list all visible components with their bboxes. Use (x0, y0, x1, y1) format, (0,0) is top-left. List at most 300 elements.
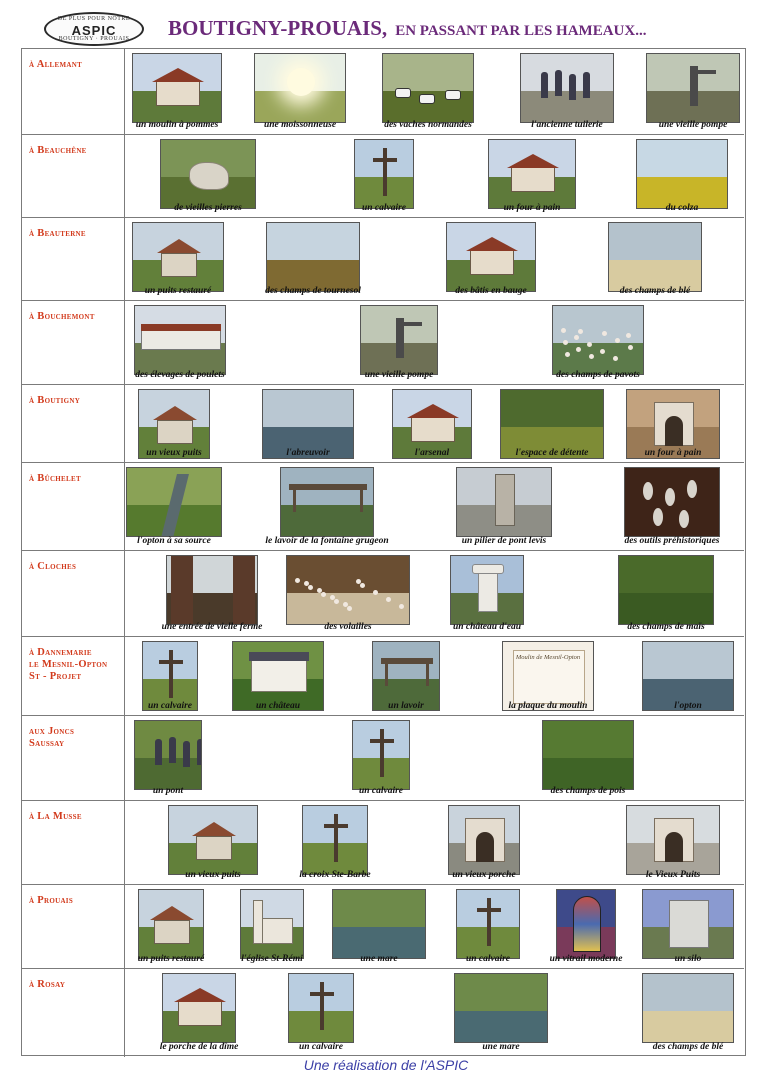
photo-caption: un lavoir (388, 701, 424, 711)
photo-caption: l'église St-Rémi (241, 954, 303, 964)
cow-2 (445, 90, 461, 100)
well-wall (157, 420, 193, 444)
hamlet-grid (21, 48, 746, 1056)
hamlet-label-line: à Boutigny (29, 395, 81, 406)
hamlet-item (138, 889, 204, 967)
hamlet-row (22, 885, 744, 969)
tool-0 (643, 482, 653, 500)
photo-caption: la croix Ste-Barbe (299, 870, 371, 880)
house-wall (470, 249, 514, 275)
dot-4 (347, 606, 352, 611)
tool-1 (665, 488, 675, 506)
hamlet-item (354, 139, 414, 216)
pump-handle (404, 322, 422, 326)
photo-church (240, 889, 304, 959)
photo-caption: un puits restauré (137, 954, 205, 964)
cow-1 (419, 94, 435, 104)
hamlet-item (132, 222, 224, 299)
photo-barn (134, 305, 226, 375)
logo-bottom-text: BOUTIGNY · PROUAIS (58, 36, 130, 42)
hamlet-item (352, 720, 410, 799)
arch-opening (665, 832, 683, 862)
dot-6 (373, 590, 378, 595)
arch-opening (476, 832, 494, 862)
hamlet-label-line: aux Joncs (29, 726, 75, 737)
photo-caption: du colza (665, 203, 699, 213)
photo-caption: des champs de pavots (556, 370, 640, 380)
hamlet-item (446, 222, 536, 299)
photo-well (138, 889, 204, 959)
pump-handle (698, 70, 716, 74)
photo-ground (543, 758, 633, 789)
chateau-roof (249, 652, 309, 661)
hamlet-row (22, 716, 744, 801)
photo-caption: l'espace de détente (515, 448, 589, 458)
hamlet-item (488, 139, 576, 216)
hamlet-item (636, 139, 728, 216)
photo-building (162, 973, 236, 1043)
photo-caption: un four à pain (644, 448, 702, 458)
photo-stained (556, 889, 616, 959)
photo-caption: un vieux porche (452, 870, 516, 880)
hamlet-item (542, 720, 634, 799)
hamlet-item (626, 805, 720, 883)
lavoir-post-left (293, 490, 296, 512)
photo-caption: des bâtis en bauge (455, 286, 527, 296)
hamlet-label-line: à Bouchemont (29, 311, 95, 322)
hamlet-item (456, 467, 552, 549)
hamlet-item (372, 641, 440, 714)
dot-2 (587, 342, 592, 347)
hamlet-item (134, 720, 202, 799)
footer-credit: Une réalisation de l'ASPIC (303, 1057, 469, 1073)
cross-bar (324, 824, 348, 828)
cross-post (380, 729, 384, 777)
photo-rapeseed (636, 139, 728, 209)
photo-pond (332, 889, 426, 959)
photo-caption: un calvaire (147, 701, 193, 711)
person-3 (197, 739, 202, 765)
photo-caption: un four à pain (503, 203, 561, 213)
photo-caption: l'abreuvoir (286, 448, 330, 458)
photo-caption: un pont (152, 786, 184, 796)
photo-caption: des champs de tournesol (265, 286, 361, 296)
photo-caption: des champs de blé (652, 1042, 724, 1052)
hamlet-item (454, 973, 548, 1055)
photo-caption: des vaches normandes (384, 120, 472, 130)
photo-pump (646, 53, 740, 123)
photo-well (132, 222, 224, 292)
hamlet-label-line: à Cloches (29, 561, 77, 572)
hamlet-row (22, 463, 744, 551)
photo-pillar (456, 467, 552, 537)
cross-bar (159, 660, 183, 664)
cross-post (334, 814, 338, 862)
photo-caption: un moulin à pommes (135, 120, 219, 130)
hamlet-item (168, 805, 258, 883)
hamlet-label (22, 801, 125, 884)
hamlet-item (500, 389, 604, 461)
cross-bar (310, 992, 334, 996)
hamlet-item (552, 305, 644, 383)
well-roof (153, 406, 197, 420)
sun-glow (287, 68, 315, 96)
dot-3 (600, 349, 605, 354)
photo-caption: une mare (360, 954, 398, 964)
dot-6 (563, 340, 568, 345)
photo-caption: la plaque du moulin (508, 701, 588, 711)
tool-3 (653, 508, 663, 526)
photo-caption: de vieilles pierres (174, 203, 242, 213)
aspic-logo (44, 12, 144, 46)
photo-wheat (608, 222, 702, 292)
hamlet-label-line: St - Projet (29, 671, 82, 682)
photo-building (132, 53, 222, 123)
photo-ground (135, 758, 201, 789)
well-roof (192, 822, 236, 836)
hamlet-label-line: à Bûchelet (29, 473, 81, 484)
photo-caption: une vieille pompe (364, 370, 434, 380)
well-roof (157, 239, 201, 253)
hamlet-item (161, 555, 263, 635)
photo-field-sun (254, 53, 346, 123)
hamlet-item (262, 389, 354, 461)
hamlet-row (22, 49, 744, 135)
hamlet-label-line: à La Musse (29, 811, 82, 822)
photo-caption: des champs de pois (550, 786, 626, 796)
photo-caption: un pilier de pont levis (461, 536, 547, 546)
tool-4 (679, 510, 689, 528)
well-roof (150, 906, 194, 920)
cow-0 (395, 88, 411, 98)
hamlet-row (22, 301, 744, 385)
photo-people (520, 53, 614, 123)
hamlet-item (448, 805, 520, 883)
title-sub: EN PASSANT PAR LES HAMEAUX... (395, 23, 647, 39)
dot-5 (360, 583, 365, 588)
rock-shape (189, 162, 229, 190)
hamlet-item (456, 889, 520, 967)
house-roof (507, 154, 559, 168)
window-glass (573, 896, 601, 952)
photo-caption: le lavoir de la fontaine grugeon (265, 536, 389, 546)
logo-main-text: ASPIC (71, 23, 117, 38)
person-2 (183, 741, 190, 767)
hamlet-item (160, 139, 256, 216)
hamlet-item (254, 53, 346, 133)
dot-13 (356, 579, 361, 584)
hamlet-label-line: Saussay (29, 738, 65, 749)
hamlet-label (22, 301, 125, 384)
photo-caption: l'opton à sa source (137, 536, 211, 546)
dot-11 (628, 345, 633, 350)
hamlet-label (22, 637, 125, 715)
house-roof (174, 988, 226, 1002)
photo-poppies (552, 305, 644, 375)
church-tower (253, 900, 263, 944)
hamlet-item (520, 53, 614, 133)
dot-3 (334, 599, 339, 604)
photo-cross (288, 973, 354, 1043)
photo-poultry (286, 555, 410, 625)
photo-caption: des élevages de poulets (135, 370, 225, 380)
hamlet-label (22, 885, 125, 968)
pillar-shape (495, 474, 515, 526)
gate-right (233, 556, 255, 625)
cross-post (169, 650, 173, 698)
dot-0 (295, 578, 300, 583)
hamlet-label (22, 716, 125, 800)
house-wall (178, 1000, 222, 1026)
photo-caption: un vitrail moderne (549, 954, 623, 964)
photo-tools (624, 467, 720, 537)
hamlet-row (22, 551, 744, 637)
hamlet-label (22, 135, 125, 217)
photo-caption: des outils préhistoriques (624, 536, 720, 546)
photo-wheat (642, 973, 734, 1043)
hamlet-item (382, 53, 474, 133)
hamlet-label-line: à Beauchêne (29, 145, 87, 156)
photo-pond (454, 973, 548, 1043)
photo-caption: le Vieux Puits (645, 870, 701, 880)
tower-shaft (478, 572, 498, 612)
photo-caption: un vieux puits (146, 448, 202, 458)
cross-post (487, 898, 491, 946)
dot-7 (576, 347, 581, 352)
dot-2 (321, 592, 326, 597)
hamlet-item (360, 305, 438, 383)
logo-top-text: DE PLUS POUR NOTRE (57, 16, 131, 22)
lavoir-roof (289, 484, 367, 490)
photo-porch (448, 805, 520, 875)
hamlet-item (299, 805, 371, 883)
hamlet-label (22, 463, 125, 550)
cross-post (320, 982, 324, 1030)
photo-building (446, 222, 536, 292)
hamlet-label-line: à Rosay (29, 979, 66, 990)
photo-caption: une vieille pompe (658, 120, 728, 130)
photo-cross (302, 805, 368, 875)
hamlet-item (502, 641, 594, 714)
lavoir-post-right (360, 490, 363, 512)
photo-caption: l'arsenal (414, 448, 450, 458)
photo-caption: des volailles (324, 622, 372, 632)
hamlet-row (22, 637, 744, 716)
person-1 (169, 737, 176, 763)
photo-field (266, 222, 360, 292)
photo-caption: un puits restauré (144, 286, 212, 296)
hamlet-item (646, 53, 740, 133)
hamlet-label (22, 218, 125, 300)
photo-caption: une moissonneuse (263, 120, 337, 130)
barn-roof (141, 324, 221, 331)
photo-wall (626, 805, 720, 875)
title-main: BOUTIGNY-PROUAIS, (168, 16, 388, 40)
arch-opening (665, 416, 683, 446)
well-wall (196, 836, 232, 860)
lavoir-post-right (426, 664, 429, 686)
photo-cows (382, 53, 474, 123)
house-wall (411, 416, 455, 442)
hamlet-item (642, 641, 734, 714)
hamlet-row (22, 969, 744, 1057)
photo-building (488, 139, 576, 209)
hamlet-item (132, 53, 222, 133)
person-0 (155, 739, 162, 765)
dot-4 (613, 356, 618, 361)
photo-caption: un calvaire (298, 1042, 344, 1052)
house-roof (466, 237, 518, 251)
dot-10 (317, 588, 322, 593)
hamlet-item (450, 555, 524, 635)
pump-body (690, 66, 698, 106)
dot-5 (626, 333, 631, 338)
dot-12 (565, 352, 570, 357)
photo-pump (360, 305, 438, 375)
photo-ground (643, 1011, 733, 1042)
dot-12 (343, 602, 348, 607)
house-wall (156, 80, 200, 106)
barn-wall (141, 330, 221, 350)
cross-post (383, 148, 387, 196)
hamlet-item (134, 305, 226, 383)
pump-body (396, 318, 404, 358)
photo-caption: un calvaire (465, 954, 511, 964)
photo-well (168, 805, 258, 875)
dot-11 (330, 595, 335, 600)
hamlet-item (265, 467, 389, 549)
lavoir-post-left (385, 664, 388, 686)
photo-caption: un silo (674, 954, 702, 964)
hamlet-item (240, 889, 304, 967)
photo-corn (618, 555, 714, 625)
chateau-facade (251, 660, 307, 692)
dot-8 (399, 604, 404, 609)
person-3 (583, 72, 590, 98)
dot-10 (615, 338, 620, 343)
photo-ground (625, 505, 719, 536)
cross-bar (370, 739, 394, 743)
hamlet-item (266, 222, 360, 299)
hamlet-label-line: le Mesnil-Opton (29, 659, 108, 670)
hamlet-label (22, 551, 125, 636)
header (0, 0, 772, 50)
page-title (168, 16, 646, 41)
photo-caption: un château (255, 701, 301, 711)
hamlet-row (22, 135, 744, 218)
well-wall (154, 920, 190, 944)
gate-left (171, 556, 193, 625)
hamlet-item (618, 555, 714, 635)
photo-tower (450, 555, 524, 625)
hamlet-label-line: à Beauterne (29, 228, 86, 239)
photo-caption: des champs de maïs (627, 622, 705, 632)
hamlet-label-line: à Dannemarie (29, 647, 92, 658)
hamlet-item (332, 889, 426, 967)
hamlet-item (626, 389, 720, 461)
hamlet-label-line: à Allemant (29, 59, 83, 70)
photo-caption: une entrée de vielle ferme (161, 622, 263, 632)
photo-caption: un calvaire (361, 203, 407, 213)
dot-9 (304, 581, 309, 586)
photo-stream (126, 467, 222, 537)
photo-ground (521, 91, 613, 122)
dot-1 (308, 585, 313, 590)
hamlet-row (22, 385, 744, 463)
hamlet-item (288, 973, 354, 1055)
photo-bridge (134, 720, 202, 790)
tower-tank (472, 564, 504, 574)
hamlet-item (286, 555, 410, 635)
photo-ground (619, 593, 713, 624)
hamlet-item (642, 889, 734, 967)
person-1 (555, 70, 562, 96)
cross-bar (373, 158, 397, 162)
hamlet-item (642, 973, 734, 1055)
photo-caption: le porche de la dîme (159, 1042, 239, 1052)
house-wall (511, 166, 555, 192)
hamlet-row (22, 801, 744, 885)
dot-13 (578, 329, 583, 334)
photo-caption: l'ancienne tuilerie (531, 120, 603, 130)
hamlet-item (624, 467, 720, 549)
person-2 (569, 74, 576, 100)
hamlet-item (549, 889, 623, 967)
hamlet-item (608, 222, 702, 299)
hamlet-label (22, 969, 125, 1057)
silo-body (669, 900, 709, 948)
photo-caption: des champs de blé (619, 286, 691, 296)
photo-cross (456, 889, 520, 959)
cross-bar (477, 908, 501, 912)
hamlet-label (22, 385, 125, 462)
photo-ground (455, 1011, 547, 1042)
hamlet-label (22, 49, 125, 134)
photo-caption: un château d'eau (452, 622, 522, 632)
photo-caption: l'opton (674, 701, 702, 711)
dot-0 (561, 328, 566, 333)
photo-cross (354, 139, 414, 209)
photo-caption: un vieux puits (185, 870, 241, 880)
dot-1 (574, 335, 579, 340)
hamlet-item (392, 389, 472, 461)
hamlet-item (138, 389, 210, 461)
photo-stones (160, 139, 256, 209)
person-0 (541, 72, 548, 98)
house-roof (407, 404, 459, 418)
hamlet-item (232, 641, 324, 714)
photo-peas (542, 720, 634, 790)
hamlet-item (126, 467, 222, 549)
hamlet-item (159, 973, 239, 1055)
dot-7 (386, 597, 391, 602)
photo-gate (166, 555, 258, 625)
photo-caption: une mare (482, 1042, 520, 1052)
dot-8 (589, 354, 594, 359)
photo-cross (352, 720, 410, 790)
well-wall (161, 253, 197, 277)
hamlet-row (22, 218, 744, 301)
tool-2 (687, 480, 697, 498)
hamlet-label-line: à Prouais (29, 895, 74, 906)
hamlet-item (142, 641, 198, 714)
dot-9 (602, 331, 607, 336)
photo-lavoir (280, 467, 374, 537)
photo-caption: un calvaire (358, 786, 404, 796)
house-roof (152, 68, 204, 82)
plaque-title: Moulin de Mesnil-Opton (515, 654, 581, 661)
photo-silo (642, 889, 734, 959)
